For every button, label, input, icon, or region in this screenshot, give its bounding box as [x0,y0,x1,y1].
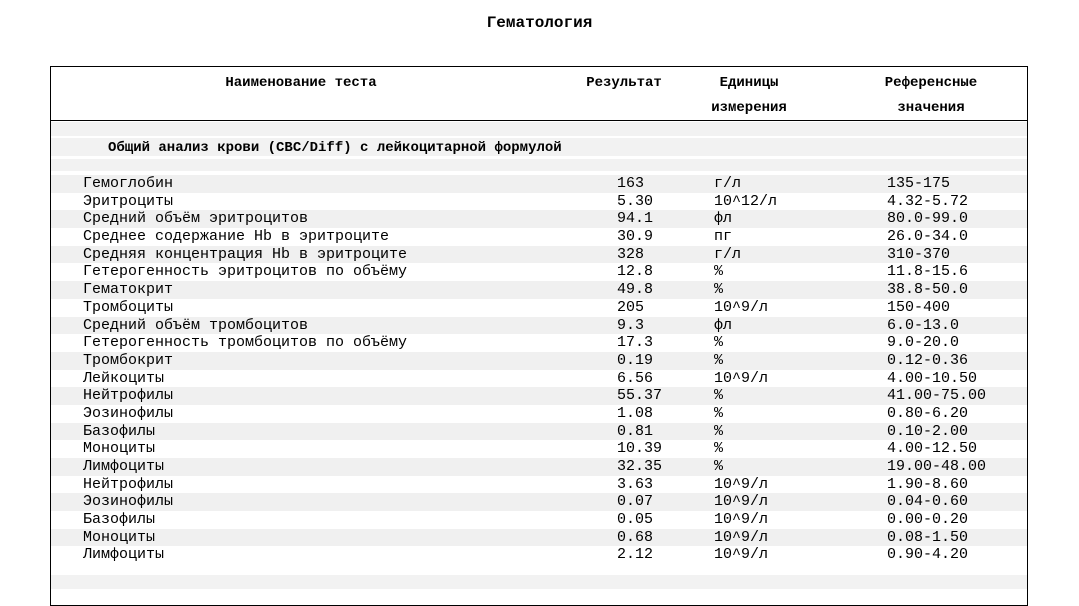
results-rows [51,175,1027,564]
result-value-cell: 0.05 [617,511,654,529]
table-row [51,299,1027,317]
table-row [51,440,1027,458]
table-row [51,175,1027,193]
table-row [51,193,1027,211]
result-value-cell: 0.68 [617,528,654,546]
result-value-cell: 12.8 [617,263,654,281]
reference-range-cell: 0.04-0.60 [887,493,969,511]
result-value-cell: 3.63 [617,475,654,493]
test-name-cell: Эритроциты [83,192,174,210]
reference-range-cell: 4.32-5.72 [887,192,969,210]
table-row [51,281,1027,299]
table-row [51,476,1027,494]
unit-cell: % [714,440,724,458]
reference-range-cell: 0.10-2.00 [887,422,969,440]
reference-range-cell: 0.80-6.20 [887,404,969,422]
test-name-cell: Эозинофилы [83,493,174,511]
result-value-cell: 163 [617,175,645,192]
result-value-cell: 94.1 [617,210,654,228]
reference-range-cell: 19.00-48.00 [887,458,987,475]
test-name-cell: Средняя концентрация Hb в эритроците [83,245,408,263]
reference-range-cell: 38.8-50.0 [887,281,969,299]
section-band-bottom [51,159,1027,171]
test-name-cell: Лейкоциты [83,369,165,387]
unit-cell: 10^9/л [714,298,769,316]
test-name-cell: Нейтрофилы [83,475,174,493]
result-value-cell: 0.19 [617,351,654,369]
test-name-cell: Моноциты [83,528,156,546]
table-row [51,387,1027,405]
table-row [51,511,1027,529]
test-name-cell: Среднее содержание Hb в эритроците [83,228,390,246]
result-value-cell: 0.81 [617,422,654,440]
reference-range-cell: 0.00-0.20 [887,511,969,529]
reference-range-cell: 0.90-4.20 [887,546,969,564]
reference-range-cell: 135-175 [887,175,951,192]
reference-range-cell: 0.08-1.50 [887,528,969,546]
section-title: Общий анализ крови (CBC/Diff) с лейкоцитарной формулой [108,140,562,156]
unit-cell: фл [714,316,733,334]
unit-cell: 10^9/л [714,369,769,387]
column-header-units-line1: Единицы [719,75,779,91]
table-row [51,546,1027,564]
reference-range-cell: 1.90-8.60 [887,475,969,493]
test-name-cell: Лимфоциты [83,546,165,564]
unit-cell: % [714,263,724,281]
test-name-cell: Гематокрит [83,281,174,299]
unit-cell: пг [714,228,733,246]
reference-range-cell: 310-370 [887,245,951,263]
reference-range-cell: 80.0-99.0 [887,210,969,228]
unit-cell: % [714,351,724,369]
table-row [51,317,1027,335]
unit-cell: г/л [714,175,742,192]
results-table [50,66,1028,606]
test-name-cell: Средний объём тромбоцитов [83,316,309,334]
test-name-cell: Тромбоциты [83,298,174,316]
result-value-cell: 10.39 [617,440,663,458]
unit-cell: фл [714,210,733,228]
table-row [51,423,1027,441]
reference-range-cell: 4.00-10.50 [887,369,978,387]
test-name-cell: Гетерогенность тромбоцитов по объёму [83,334,408,352]
result-value-cell: 32.35 [617,458,663,475]
test-name-cell: Тромбокрит [83,351,174,369]
reference-range-cell: 4.00-12.50 [887,440,978,458]
page-title: Гематология [486,14,593,32]
column-header-result: Результат [586,75,662,91]
result-value-cell: 55.37 [617,387,663,405]
test-name-cell: Эозинофилы [83,404,174,422]
column-header-units-line2: измерения [711,100,787,116]
result-value-cell: 5.30 [617,192,654,210]
result-value-cell: 6.56 [617,369,654,387]
reference-range-cell: 26.0-34.0 [887,228,969,246]
unit-cell: % [714,387,724,405]
test-name-cell: Средний объём эритроцитов [83,210,309,228]
unit-cell: % [714,422,724,440]
unit-cell: % [714,404,724,422]
unit-cell: % [714,281,724,299]
table-header [51,67,1027,121]
unit-cell: 10^12/л [714,192,778,210]
unit-cell: 10^9/л [714,475,769,493]
unit-cell: 10^9/л [714,493,769,511]
test-name-cell: Моноциты [83,440,156,458]
column-header-reference-line2: значения [897,100,965,116]
column-header-units [699,71,799,121]
table-row [51,246,1027,264]
table-row [51,228,1027,246]
unit-cell: 10^9/л [714,528,769,546]
table-row [51,493,1027,511]
table-row [51,529,1027,547]
unit-cell: % [714,334,724,352]
column-header-test-name: Наименование теста [225,75,377,91]
result-value-cell: 205 [617,298,645,316]
result-value-cell: 30.9 [617,228,654,246]
unit-cell: 10^9/л [714,511,769,529]
result-value-cell: 1.08 [617,404,654,422]
result-value-cell: 0.07 [617,493,654,511]
table-row [51,370,1027,388]
reference-range-cell: 41.00-75.00 [887,387,987,405]
test-name-cell: Базофилы [83,511,156,529]
table-row [51,352,1027,370]
test-name-cell: Базофилы [83,422,156,440]
result-value-cell: 2.12 [617,546,654,564]
table-row [51,334,1027,352]
test-name-cell: Гетерогенность эритроцитов по объёму [83,263,408,281]
reference-range-cell: 150-400 [887,298,951,316]
result-value-cell: 328 [617,245,645,263]
result-value-cell: 49.8 [617,281,654,299]
table-row [51,210,1027,228]
column-header-reference [861,71,1001,121]
unit-cell: % [714,458,724,475]
unit-cell: г/л [714,245,742,263]
reference-range-cell: 0.12-0.36 [887,351,969,369]
result-value-cell: 17.3 [617,334,654,352]
test-name-cell: Нейтрофилы [83,387,174,405]
table-row [51,458,1027,476]
table-row [51,263,1027,281]
column-header-reference-line1: Референсные [884,75,978,91]
reference-range-cell: 6.0-13.0 [887,316,960,334]
test-name-cell: Гемоглобин [83,175,174,192]
reference-range-cell: 11.8-15.6 [887,263,969,281]
result-value-cell: 9.3 [617,316,645,334]
reference-range-cell: 9.0-20.0 [887,334,960,352]
section-band-top [51,122,1027,136]
unit-cell: 10^9/л [714,546,769,564]
test-name-cell: Лимфоциты [83,458,165,475]
table-row [51,405,1027,423]
